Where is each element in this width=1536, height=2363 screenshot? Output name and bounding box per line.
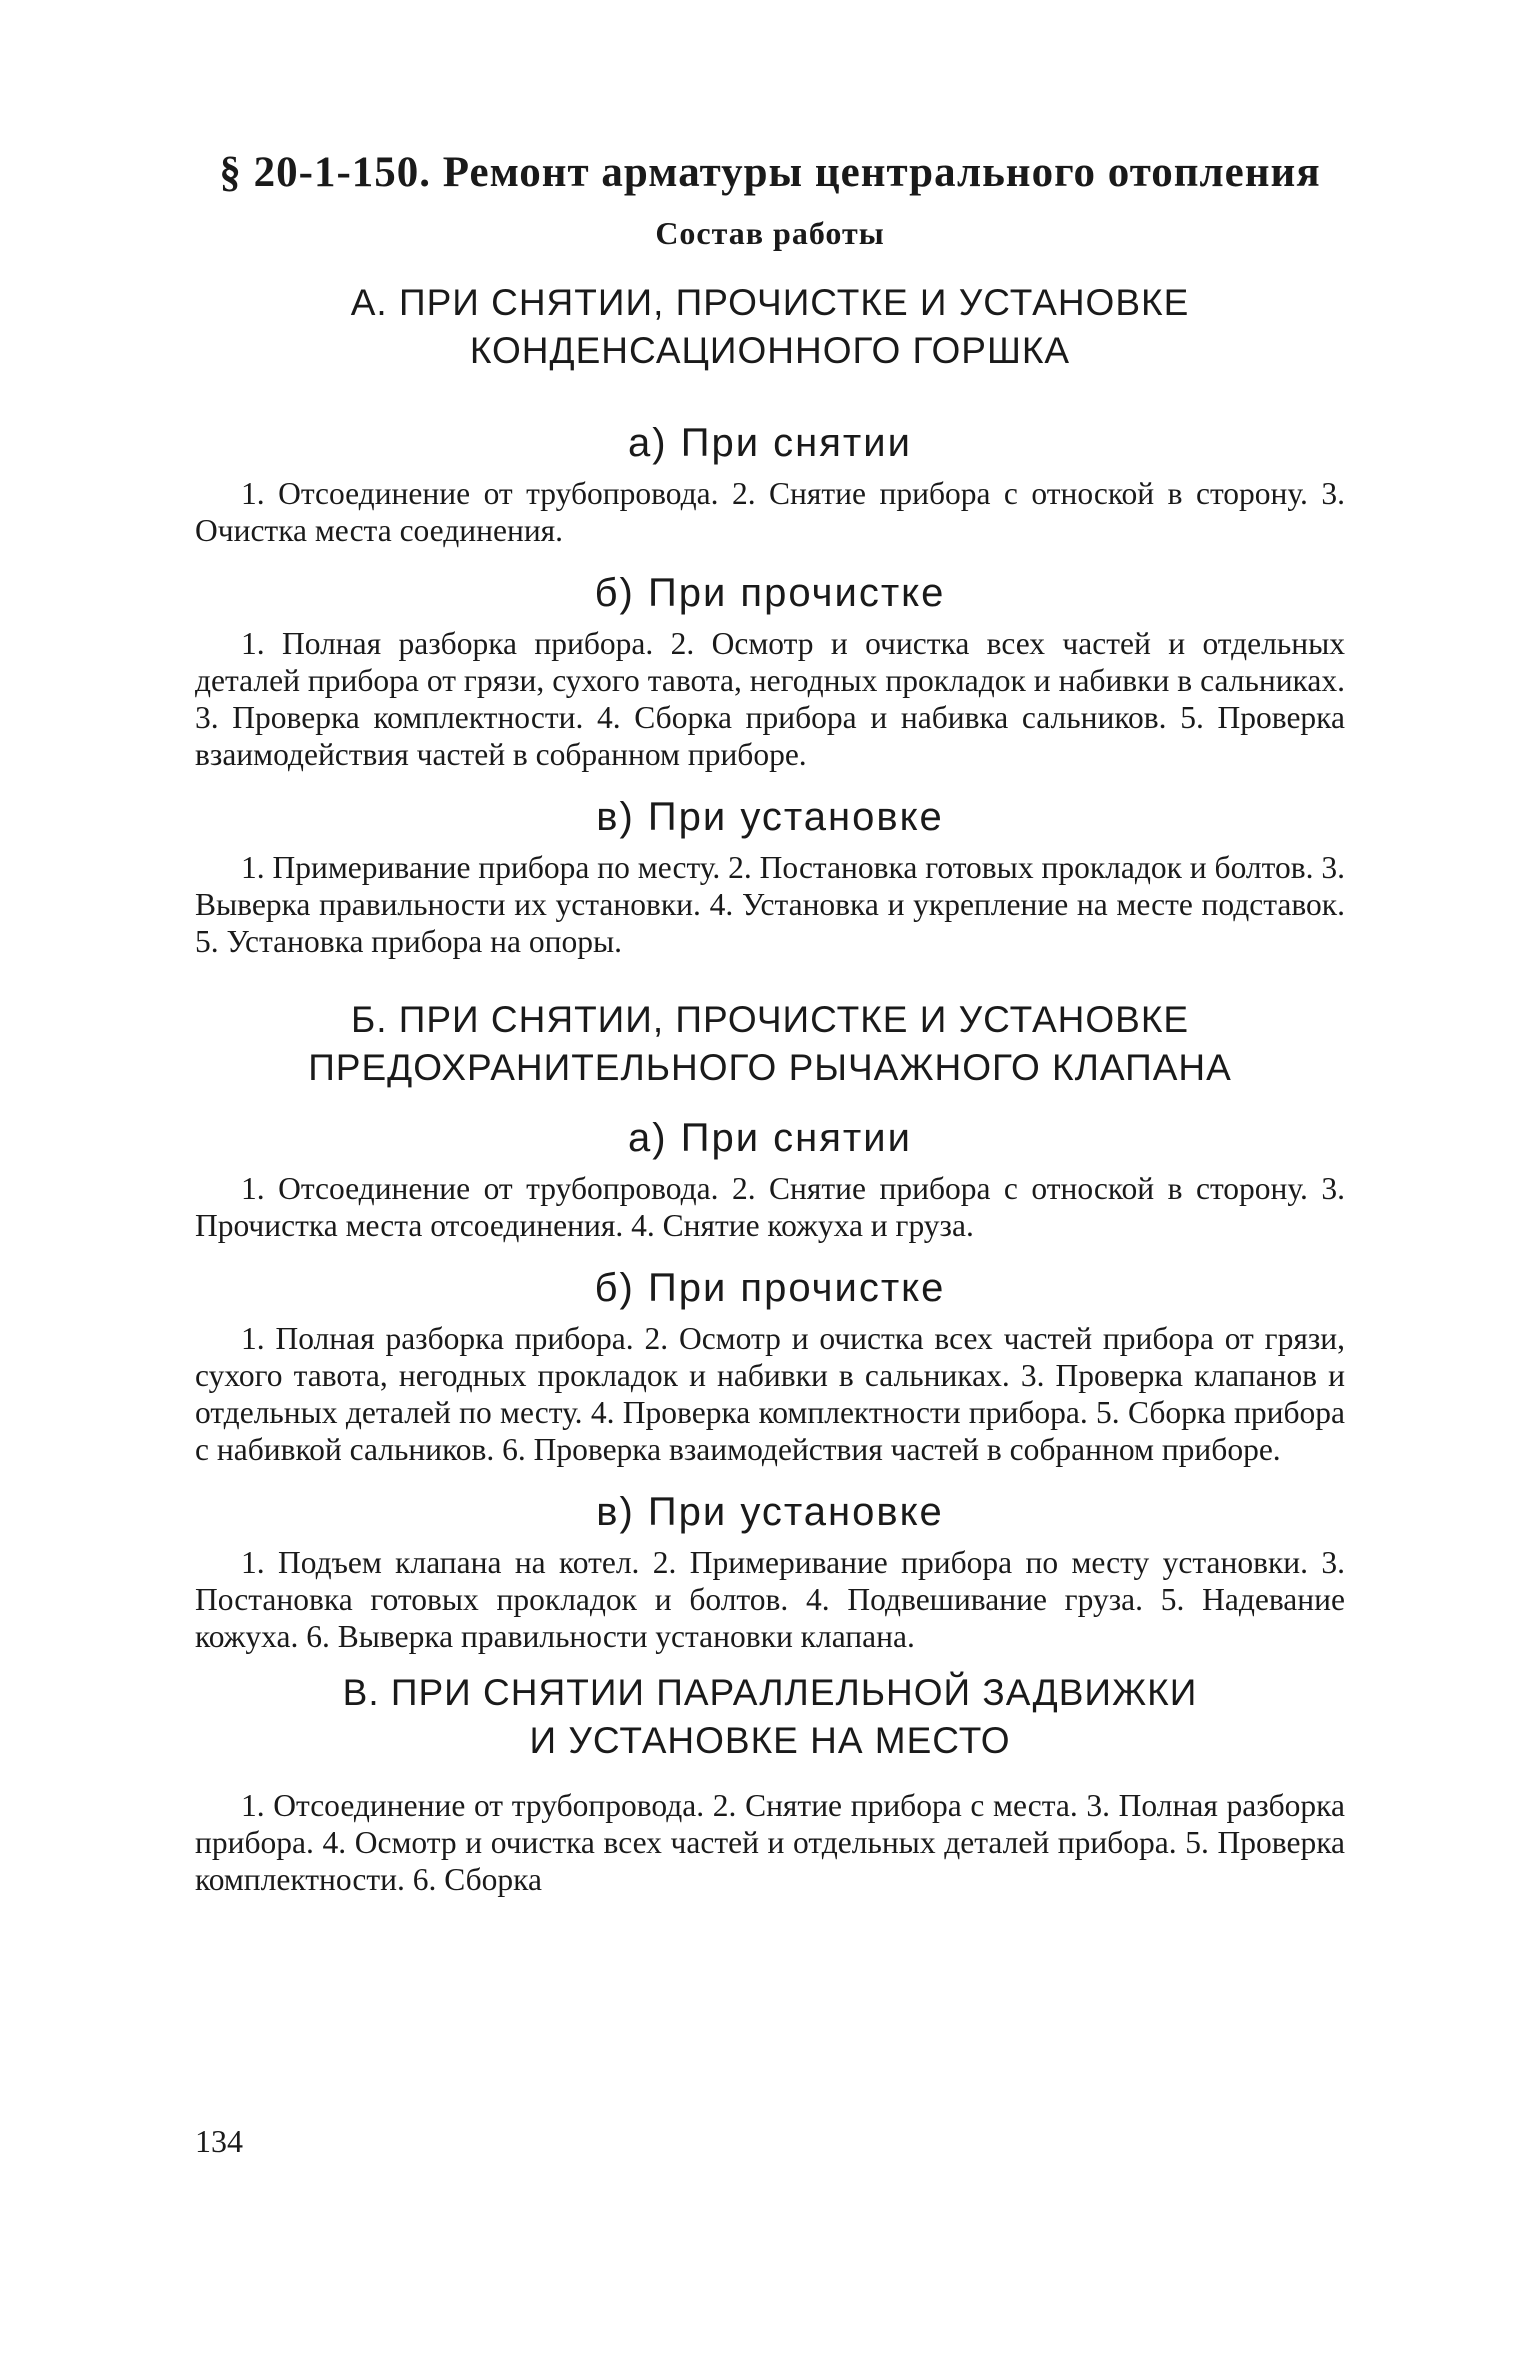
section-b-title-line1: Б. ПРИ СНЯТИИ, ПРОЧИСТКЕ И УСТАНОВКЕ [350, 999, 1190, 1040]
section-a-cleaning-text: 1. Полная разборка прибора. 2. Осмотр и очистка всех частей и отдельных деталей прибора от грязи, сухого тавота, негодных прокладок и набивки в сальниках. 3. Проверка комплектности. 4. Сборка прибора и набивка сальников. 5. Проверка взаимодействия частей в собранном приборе. [195, 626, 1345, 772]
section-b-installation-text: 1. Подъем клапана на котел. 2. Примеривание прибора по месту установки. 3. Постановка готовых прокладок и болтов. 4. Подвешивание груза. 5. Надевание кожуха. 6. Выверка правильности установки клапана. [195, 1545, 1345, 1654]
section-a-removal-heading: а) При снятии [628, 421, 912, 465]
section-v-title-line1: В. ПРИ СНЯТИИ ПАРАЛЛЕЛЬНОЙ ЗАДВИЖКИ [342, 1672, 1198, 1713]
section-v-text: 1. Отсоединение от трубопровода. 2. Снятие прибора с места. 3. Полная разборка прибора. 4. Осмотр и очистка всех частей и отдельных деталей прибора. 5. Проверка комплектности. 6. Сборка [195, 1788, 1345, 1897]
section-a-cleaning-heading: б) При прочистке [594, 571, 946, 615]
page-title: § 20-1-150. Ремонт арматуры центрального отопления [219, 149, 1321, 196]
section-a-removal-text: 1. Отсоединение от трубопровода. 2. Снятие прибора с отноской в сторону. 3. Очистка места соединения. [195, 476, 1345, 548]
section-a-title [195, 279, 1345, 375]
section-b-title [195, 996, 1345, 1092]
section-v-title [195, 1669, 1345, 1765]
section-b-removal-text: 1. Отсоединение от трубопровода. 2. Снятие прибора с отноской в сторону. 3. Прочистка места отсоединения. 4. Снятие кожуха и груза. [195, 1171, 1345, 1243]
section-b-removal-heading: а) При снятии [628, 1116, 912, 1160]
document-page [195, 135, 1345, 1898]
section-a-installation-text: 1. Примеривание прибора по месту. 2. Постановка готовых прокладок и болтов. 3. Выверка правильности их установки. 4. Установка и укрепление на месте подставок. 5. Установка прибора на опоры. [195, 850, 1345, 959]
section-a-installation-heading: в) При установке [596, 795, 944, 839]
section-b-installation-heading: в) При установке [596, 1490, 944, 1534]
section-b-cleaning-text: 1. Полная разборка прибора. 2. Осмотр и очистка всех частей прибора от грязи, сухого тавота, негодных прокладок и набивки в сальниках. 3. Проверка клапанов и отдельных деталей по месту. 4. Проверка комплектности прибора. 5. Сборка прибора с набивкой сальников. 6. Проверка взаимодействия частей в собранном приборе. [195, 1321, 1345, 1467]
page-subtitle: Состав работы [655, 215, 885, 251]
section-a-title-line1: А. ПРИ СНЯТИИ, ПРОЧИСТКЕ И УСТАНОВКЕ [350, 282, 1190, 323]
section-b-cleaning-heading: б) При прочистке [594, 1266, 946, 1310]
section-b [195, 996, 1345, 1655]
page-number: 134 [195, 2123, 243, 2159]
section-b-title-line2: ПРЕДОХРАНИТЕЛЬНОГО РЫЧАЖНОГО КЛАПАНА [308, 1047, 1232, 1088]
section-v [195, 1669, 1345, 1898]
section-a-title-line2: КОНДЕНСАЦИОННОГО ГОРШКА [469, 330, 1071, 371]
section-v-title-line2: И УСТАНОВКЕ НА МЕСТО [529, 1720, 1011, 1761]
section-a [195, 279, 1345, 960]
